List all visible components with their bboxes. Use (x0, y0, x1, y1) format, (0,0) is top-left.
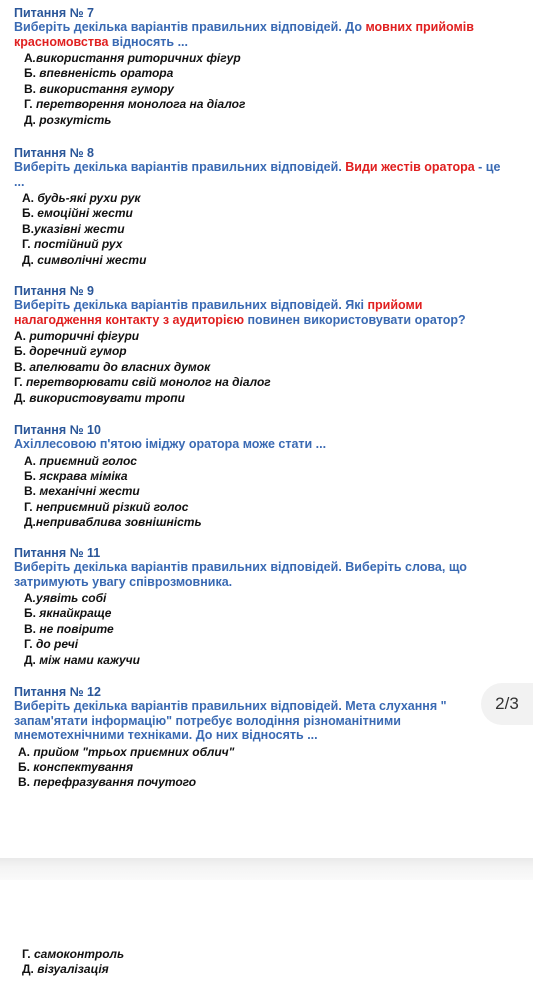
option-text: перефразування почутого (30, 775, 197, 790)
option-letter: В. (18, 775, 30, 790)
option-text: будь-які рухи рук (34, 191, 141, 205)
option-letter: Д. (14, 390, 26, 405)
question-text-segment: Виберіть декілька варіантів правильних відповідей. (14, 160, 346, 174)
answer-option (22, 191, 533, 206)
option-letter: Г. (24, 637, 33, 652)
answer-option (22, 947, 124, 962)
question-text-line (14, 437, 527, 452)
question-title: Питання № 11 (14, 546, 101, 560)
option-text: до речі (32, 637, 79, 652)
question-text-line (14, 35, 527, 50)
option-letter: Д. (22, 252, 34, 267)
option-text: механічні жести (36, 484, 140, 499)
option-letter: В. (14, 359, 26, 374)
question-text-line (14, 699, 527, 714)
answer-option (14, 375, 533, 390)
question-title: Питання № 8 (14, 146, 94, 160)
option-letter: Г. (14, 375, 23, 390)
options-list (0, 591, 533, 668)
option-letter: А (24, 591, 33, 605)
option-text: приємний голос (36, 453, 137, 468)
question-text-segment: відносять ... (108, 34, 188, 49)
option-text: розкутість (35, 112, 112, 127)
answer-option (22, 222, 533, 237)
question-title: Питання № 10 (14, 423, 101, 437)
question-title: Питання № 9 (14, 284, 94, 298)
answer-option (24, 51, 533, 66)
answer-option (24, 515, 533, 530)
answer-option (22, 253, 533, 268)
question-text-segment: повинен використовувати оратор? (244, 312, 466, 327)
question-text-segment: Виберіть декілька варіантів правильних відповідей. До (14, 20, 366, 34)
answer-option (22, 962, 124, 977)
answer-option (14, 329, 533, 344)
option-letter: Г. (22, 237, 31, 252)
answer-option (22, 206, 533, 221)
question-text (0, 437, 533, 452)
question-text-segment: Виберіть декілька варіантів правильних відповідей. Які (14, 298, 368, 312)
option-text: неприваблива зовнішність (35, 515, 202, 530)
option-letter: Д. (24, 112, 36, 127)
option-text: використовувати тропи (25, 390, 185, 405)
question-text-line (14, 560, 527, 575)
highlighted-term: прийоми (367, 298, 423, 312)
question-text-line (14, 728, 527, 743)
answer-option (14, 360, 533, 375)
question-text-line (14, 313, 527, 328)
answer-option (24, 97, 533, 112)
question-text (0, 20, 533, 49)
option-letter: Г. (22, 947, 31, 961)
options-list (0, 51, 533, 128)
answer-option (14, 391, 533, 406)
question-text-segment: затримують увагу співрозмовника. (14, 574, 233, 589)
options-list (0, 191, 533, 268)
question-11 (0, 546, 533, 668)
answer-option (18, 760, 533, 775)
question-12 (0, 685, 533, 791)
document-page-bottom (0, 880, 533, 994)
question-text-line (14, 20, 527, 35)
question-title: Питання № 12 (14, 685, 101, 699)
option-letter: А (24, 51, 33, 65)
option-letter: В. (24, 81, 36, 96)
option-letter: Г. (24, 97, 33, 112)
question-7 (0, 6, 533, 128)
answer-option (14, 344, 533, 359)
page-indicator: 2/3 (481, 683, 533, 725)
option-letter: Д. (24, 652, 36, 667)
option-text: перетворювати свій монолог на діалог (22, 375, 271, 390)
question-text-segment: Виберіть декілька варіантів правильних відповідей. Виберіть слова, що (14, 560, 467, 574)
question-text-line (14, 298, 527, 313)
question-text-segment: запам'ятати інформацію" потребує володіння різноманітними (14, 713, 401, 728)
option-text: самоконтроль (30, 947, 125, 961)
question-text-line (14, 175, 527, 190)
highlighted-term: налагодження контакту з аудиторією (14, 312, 244, 327)
answer-option (24, 66, 533, 81)
question-text-line (14, 160, 527, 175)
options-list (0, 454, 533, 531)
option-letter: Б. (24, 468, 36, 483)
answer-option (24, 500, 533, 515)
option-text: перетворення монолога на діалог (32, 97, 246, 112)
highlighted-term: Види жестів оратора (345, 160, 475, 174)
option-text: візуалізація (33, 962, 109, 977)
question-title: Питання № 7 (14, 6, 94, 20)
question-text (0, 160, 533, 189)
page-break (0, 858, 533, 880)
option-text: апелювати до власних думок (26, 359, 211, 374)
question-text-line (14, 714, 527, 729)
question-8 (0, 146, 533, 268)
option-text: риторичні фігури (26, 329, 140, 343)
option-text: указівні жести (34, 221, 125, 236)
answer-option (24, 82, 533, 97)
highlighted-term: красномовства (14, 34, 109, 49)
option-text: постійний рух (30, 237, 123, 252)
option-letter: А. (22, 191, 34, 205)
option-text: не повірите (36, 621, 114, 636)
option-text: .уявіть собі (32, 591, 107, 605)
option-letter: В. (24, 621, 36, 636)
options-list (0, 745, 533, 791)
option-letter: А. (18, 744, 30, 759)
option-text: між нами кажучи (35, 652, 140, 667)
option-text: впевненість оратора (35, 66, 174, 81)
answer-option (24, 591, 533, 606)
option-letter: А. (14, 329, 26, 343)
answer-option (18, 745, 533, 760)
option-text: .використання риторичних фігур (32, 51, 241, 65)
option-letter: Д. (24, 515, 36, 530)
option-letter: Б. (14, 344, 26, 359)
answer-option (24, 653, 533, 668)
continued-options-list (0, 947, 124, 978)
question-10 (0, 423, 533, 531)
option-text: доречний гумор (25, 344, 127, 359)
question-text-line (14, 575, 527, 590)
option-letter: Б. (24, 66, 36, 81)
option-text: якнайкраще (35, 606, 112, 621)
answer-option (24, 469, 533, 484)
option-letter: В. (24, 484, 36, 499)
highlighted-term: мовних прийомів (365, 20, 474, 34)
option-text: символічні жести (33, 252, 147, 267)
option-text: емоційні жести (33, 206, 133, 221)
option-letter: Г. (24, 499, 33, 514)
option-text: конспектування (29, 759, 134, 774)
option-text: яскрава міміка (35, 468, 128, 483)
question-text (0, 699, 533, 743)
question-text (0, 560, 533, 589)
option-letter: Б. (24, 606, 36, 621)
question-text (0, 298, 533, 327)
answer-option (24, 484, 533, 499)
answer-option (24, 606, 533, 621)
answer-option (24, 622, 533, 637)
answer-option (18, 775, 533, 790)
option-text: використання гумору (36, 81, 174, 96)
answer-option (24, 113, 533, 128)
options-list (0, 329, 533, 406)
question-text-segment: Ахіллесовою п'ятою іміджу оратора може стати ... (14, 437, 327, 451)
option-letter: В. (22, 221, 34, 236)
option-text: прийом "трьох приємних облич" (30, 744, 235, 759)
answer-option (24, 454, 533, 469)
question-text-segment: ... (14, 174, 25, 189)
option-letter: Д. (22, 962, 34, 977)
option-text: неприємний різкий голос (32, 499, 189, 514)
option-letter: Б. (18, 759, 30, 774)
option-letter: А. (24, 453, 36, 468)
question-text-segment: Виберіть декілька варіантів правильних відповідей. Мета слухання " (14, 699, 447, 713)
question-text-segment: мнемотехнічними техніками. До них відносять ... (14, 728, 318, 742)
question-text-segment: - це (474, 160, 501, 174)
option-letter: Б. (22, 206, 34, 221)
answer-option (22, 237, 533, 252)
answer-option (24, 637, 533, 652)
question-9 (0, 284, 533, 406)
